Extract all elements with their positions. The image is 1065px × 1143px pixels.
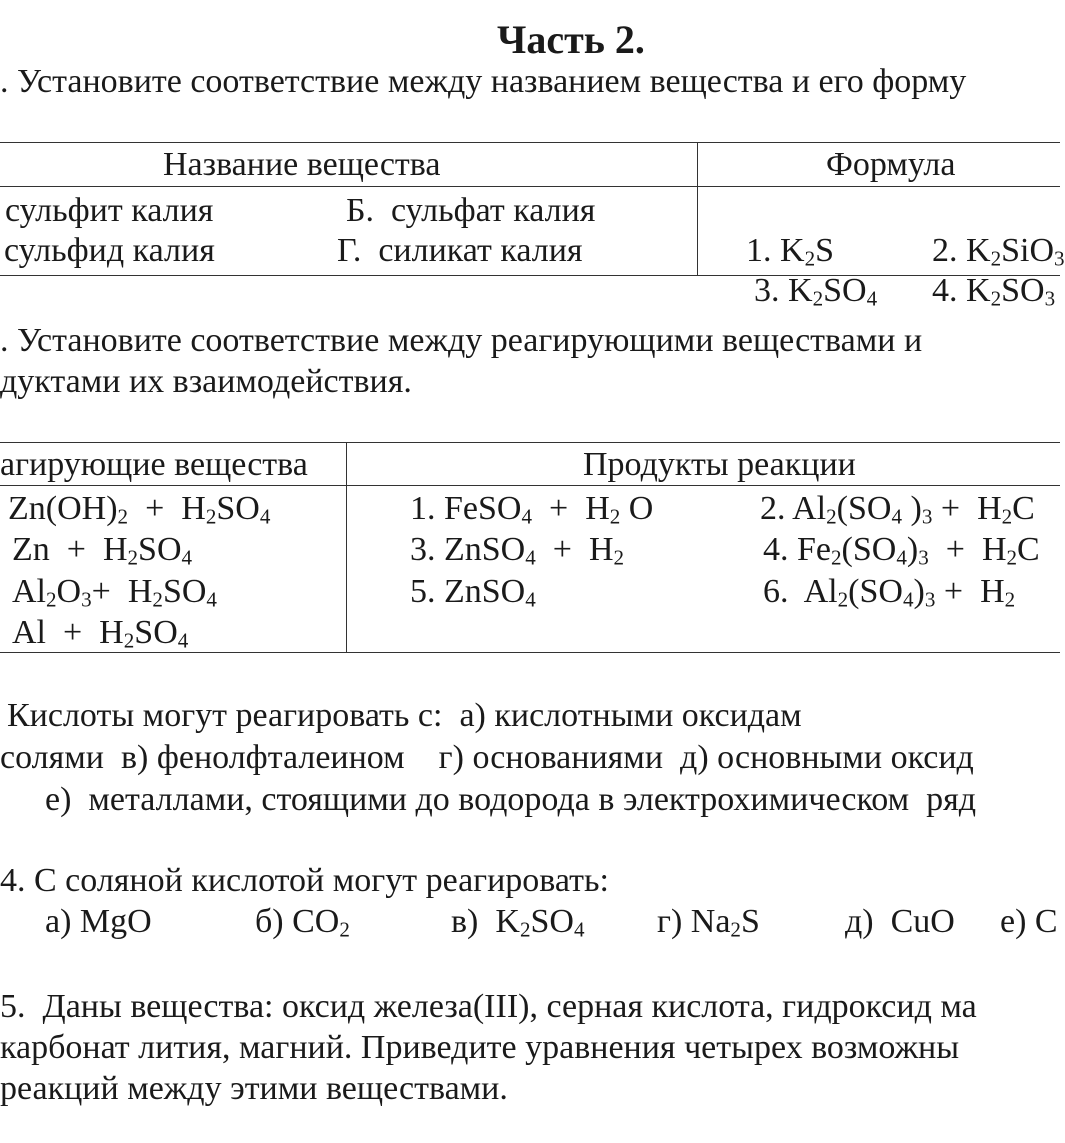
q2-product-5: 5. ZnSO$_4$: [410, 573, 536, 612]
q1-text: . Установите соответствие между названием вещества и его форму: [0, 63, 967, 100]
q2-reactant-b: $Zn + H_2SO_4$: [12, 531, 193, 570]
q2-product-4: 4. $Fe_2(SO_4)_3 + H_2C$: [763, 531, 1040, 570]
q2-line1: . Установите соответствие между реагирующими веществами и: [0, 322, 923, 359]
q5-line1: 5. Даны вещества: оксид железа(III), серная кислота, гидроксид ма: [0, 988, 977, 1025]
q2-product-6: 6. $Al_2(SO_4)_3 + H_2$: [763, 573, 1016, 612]
q2-line2: дуктами их взаимодействия.: [0, 363, 412, 400]
q1-header-name: Название вещества: [163, 146, 441, 183]
q1-formula-1: 1. $K_2S$: [746, 232, 835, 271]
q1-header-formula: Формула: [826, 146, 956, 183]
q4-option-g: г) $Na_2S$: [657, 903, 760, 942]
q1-name-g: Г. силикат калия: [337, 232, 583, 269]
q2-reactant-a: $Zn(OH)_2 + H_2SO_4$: [8, 490, 271, 529]
q1-name-v: сульфид калия: [4, 232, 215, 269]
q3-line1: Кислоты могут реагировать с: а) кислотными оксидам: [7, 697, 802, 734]
q1-formula-4: 4. $K_2SO_3$: [932, 272, 1056, 311]
page-title: Часть 2.: [497, 17, 645, 62]
q1-name-a: сульфит калия: [5, 192, 214, 229]
q4-option-d: д) CuO: [845, 903, 955, 940]
q2-header-products: Продукты реакции: [583, 446, 856, 483]
q4-text: 4. С соляной кислотой могут реагировать:: [0, 862, 609, 899]
q4-option-v: в) $K_2SO_4$: [451, 903, 585, 942]
q1-name-b: Б. сульфат калия: [346, 192, 596, 229]
q5-line2: карбонат лития, магний. Приведите уравнения четырех возможны: [0, 1029, 960, 1066]
q3-line2: солями в) фенолфталеином г) основаниями д) основными оксид: [0, 739, 974, 776]
q2-reactant-v: $Al_2O_3+ H_2SO_4$: [12, 573, 217, 612]
q2-product-3: 3. ZnSO$_4$ + $H_2$: [410, 531, 625, 570]
q4-option-a: а) MgO: [45, 903, 152, 940]
q2-product-2: 2. $Al_2(SO_4$ )$_3 + H_2C$: [760, 490, 1035, 529]
q4-option-e: е) C: [1000, 903, 1058, 940]
q2-product-1: 1. FeSO$_4$ + $H_2$ O: [410, 490, 654, 529]
q3-line3: е) металлами, стоящими до водорода в электрохимическом ряд: [45, 781, 977, 818]
q5-line3: реакций между этими веществами.: [0, 1070, 508, 1107]
q1-formula-3: 3. $K_2SO_4$: [754, 272, 878, 311]
q1-formula-2: 2. $K_2SiO_3$: [932, 232, 1065, 271]
q2-reactant-g: $Al + H_2SO_4$: [12, 614, 189, 653]
q2-header-reactants: агирующие вещества: [0, 446, 308, 483]
q4-option-b: б) $CO_2$: [255, 903, 350, 942]
